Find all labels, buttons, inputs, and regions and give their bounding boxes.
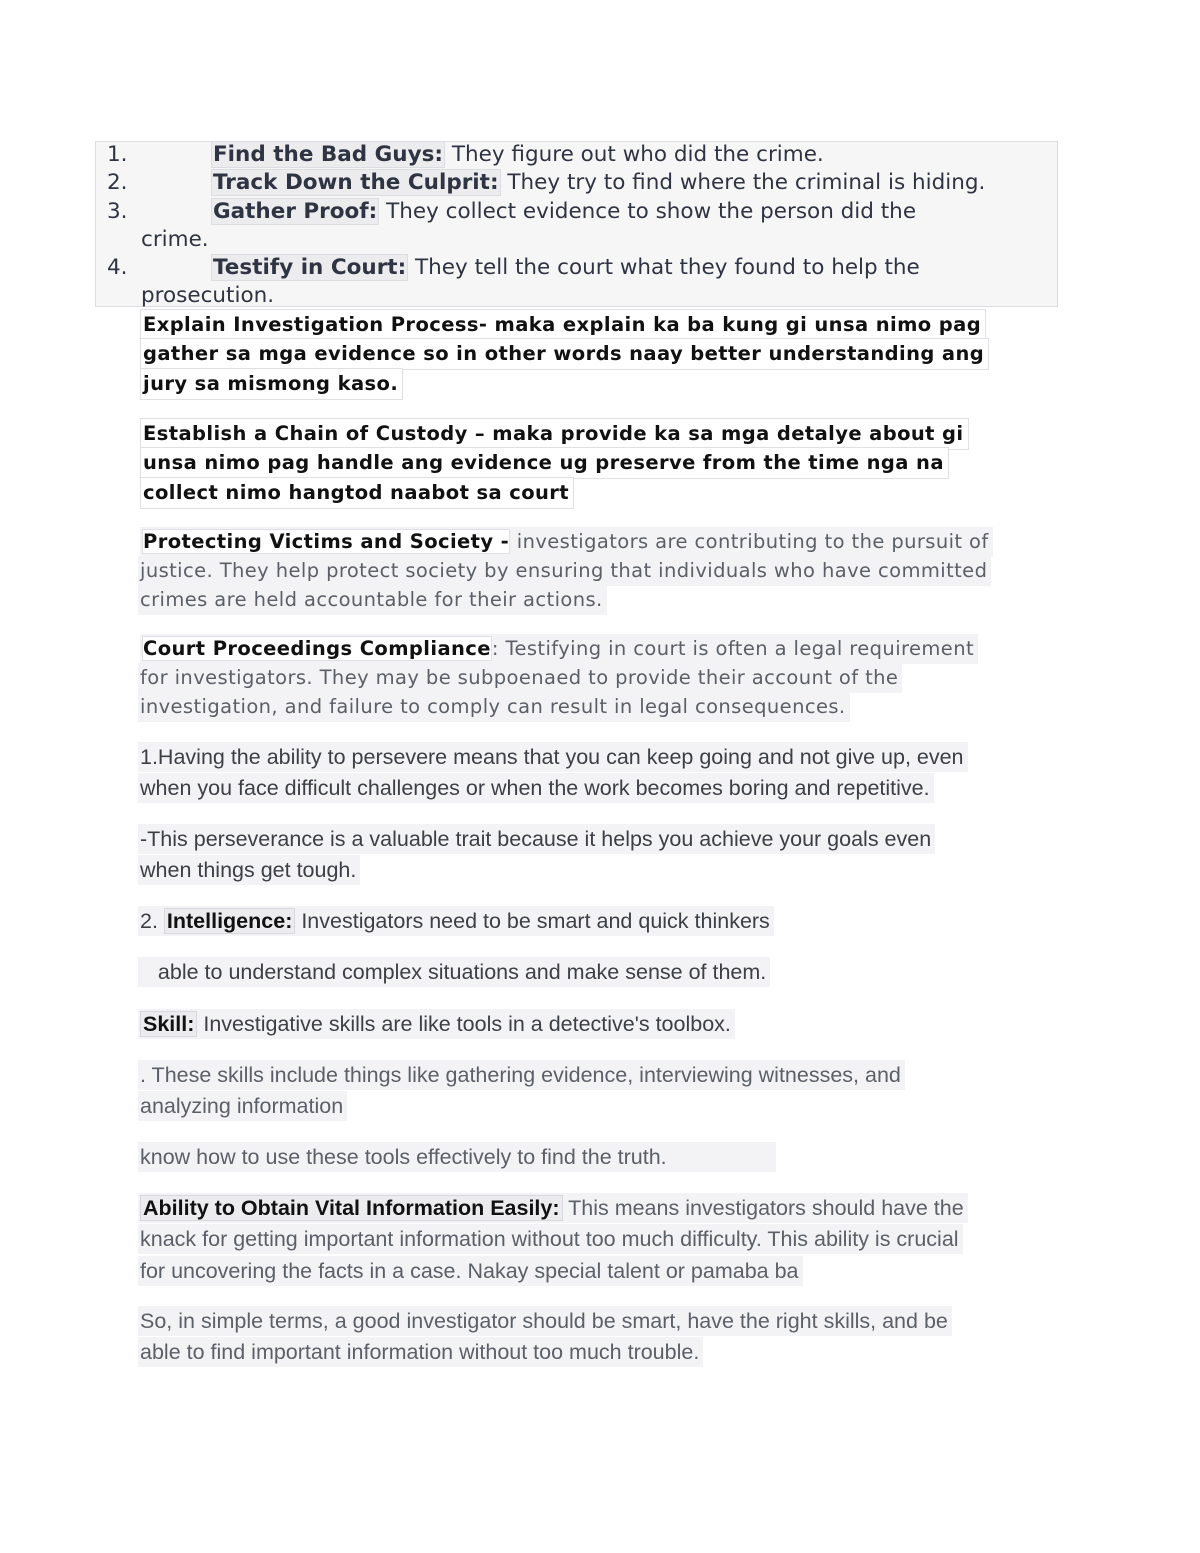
skill-term: Skill: xyxy=(140,1011,197,1037)
skill-text: Investigative skills are like tools in a detective's toolbox. xyxy=(197,1012,731,1036)
summary-line: able to find important information without too much trouble. xyxy=(138,1337,703,1367)
vital-line xyxy=(138,1193,968,1223)
custody-line: unsa nimo pag handle ang evidence ug preserve from the time nga na xyxy=(140,447,949,479)
custody-line: collect nimo hangtod naabot sa court xyxy=(140,477,574,509)
list-continuation: prosecution. xyxy=(141,283,275,308)
list-term: Gather Proof: xyxy=(213,199,378,224)
list-item xyxy=(107,254,920,282)
court-term: Court Proceedings Compliance xyxy=(143,637,491,660)
trait-line: when things get tough. xyxy=(138,855,360,885)
list-desc: They figure out who did the crime. xyxy=(445,142,824,167)
court-line xyxy=(140,634,978,664)
list-number: 3. xyxy=(107,199,128,224)
list-continuation: crime. xyxy=(141,227,209,252)
list-item xyxy=(107,169,986,197)
skills-include-line: analyzing information xyxy=(138,1091,347,1121)
intelligence-number: 2. xyxy=(140,909,164,933)
list-term: Testify in Court: xyxy=(213,255,407,280)
trait-line: -This perseverance is a valuable trait because it helps you achieve your goals even xyxy=(138,824,935,854)
protecting-line: justice. They help protect society by ensuring that individuals who have committed xyxy=(138,556,991,586)
tools-line: know how to use these tools effectively to find the truth. xyxy=(138,1142,776,1172)
vital-term: Ability to Obtain Vital Information Easily: xyxy=(140,1195,563,1221)
vital-line: for uncovering the facts in a case. Nakay special talent or pamaba ba xyxy=(138,1256,803,1286)
list-desc: They tell the court what they found to help the xyxy=(408,255,920,280)
intelligence-term: Intelligence: xyxy=(164,908,295,934)
court-line: for investigators. They may be subpoenaed to provide their account of the xyxy=(138,663,902,693)
protecting-line xyxy=(140,527,993,557)
intelligence-text: Investigators need to be smart and quick thinkers xyxy=(295,909,770,933)
list-number: 1. xyxy=(107,142,128,167)
list-number: 4. xyxy=(107,255,128,280)
custody-line: Establish a Chain of Custody – maka provide ka sa mga detalye about gi xyxy=(140,418,969,450)
skills-include-line: . These skills include things like gathering evidence, interviewing witnesses, and xyxy=(138,1060,905,1090)
vital-text: This means investigators should have the xyxy=(562,1196,964,1220)
list-number: 2. xyxy=(107,170,128,195)
understand-line: able to understand complex situations and make sense of them. xyxy=(138,957,770,987)
skill-line xyxy=(138,1009,735,1039)
list-desc: They collect evidence to show the person did the xyxy=(379,199,917,224)
persevere-line: 1.Having the ability to persevere means that you can keep going and not give up, even xyxy=(138,742,968,772)
court-text: : Testifying in court is often a legal requirement xyxy=(491,637,974,660)
explain-line: Explain Investigation Process- maka explain ka ba kung gi unsa nimo pag xyxy=(140,309,986,341)
court-line: investigation, and failure to comply can result in legal consequences. xyxy=(138,692,850,722)
protecting-text: investigators are contributing to the pursuit of xyxy=(510,530,989,553)
vital-line: knack for getting important information without too much difficulty. This ability is crucial xyxy=(138,1224,963,1254)
summary-line: So, in simple terms, a good investigator should be smart, have the right skills, and be xyxy=(138,1306,952,1336)
list-item xyxy=(107,141,824,169)
protecting-line: crimes are held accountable for their actions. xyxy=(138,585,607,615)
explain-line: gather sa mga evidence so in other words naay better understanding ang xyxy=(140,338,989,370)
list-term: Find the Bad Guys: xyxy=(213,142,444,167)
list-item xyxy=(107,198,917,226)
explain-line: jury sa mismong kaso. xyxy=(140,368,403,400)
intelligence-line xyxy=(138,906,774,936)
persevere-line: when you face difficult challenges or when the work becomes boring and repetitive. xyxy=(138,773,934,803)
list-term: Track Down the Culprit: xyxy=(213,170,499,195)
protecting-term: Protecting Victims and Society - xyxy=(143,530,510,553)
list-desc: They try to find where the criminal is hiding. xyxy=(500,170,986,195)
